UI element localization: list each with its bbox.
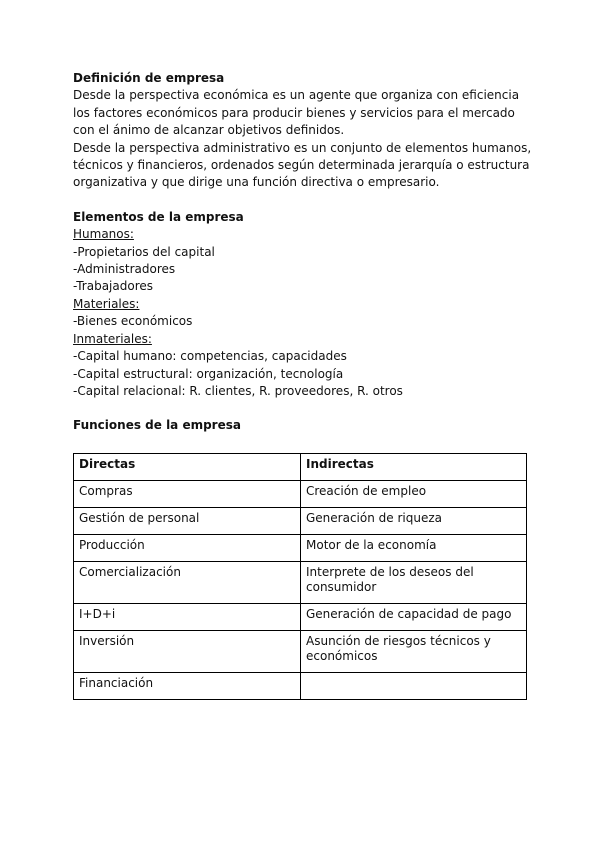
list-item: -Administradores: [73, 262, 176, 277]
table-header-row: [74, 454, 527, 481]
list-item: -Capital relacional: R. clientes, R. proveedores, R. otros: [73, 383, 403, 398]
elementos-heading: Elementos de la empresa: [73, 209, 244, 224]
cell-indirecta: [301, 673, 527, 700]
spacer: [73, 192, 533, 209]
cell-indirecta: Generación de capacidad de pago: [301, 604, 527, 631]
funciones-table: [73, 453, 527, 700]
group-label-inmateriales: Inmateriales:: [73, 331, 152, 346]
funciones-heading: Funciones de la empresa: [73, 418, 241, 433]
cell-directa: Financiación: [74, 673, 301, 700]
header-indirectas: Indirectas: [301, 454, 527, 481]
table-row: [74, 673, 527, 700]
table-row: [74, 631, 527, 673]
cell-directa: Gestión de personal: [74, 508, 301, 535]
table-row: [74, 535, 527, 562]
spacer: [73, 400, 533, 417]
list-item: -Capital humano: competencias, capacidades: [73, 349, 347, 364]
table-row: [74, 562, 527, 604]
header-directas: Directas: [74, 454, 301, 481]
definicion-paragraph-administrativa: Desde la perspectiva administrativo es un conjunto de elementos humanos, técnicos y financieros, ordenados según determinada jerarquía o estructura organizativa y que dirige una función directiva o empresario.: [73, 140, 532, 190]
cell-directa: Comercialización: [74, 562, 301, 604]
cell-directa: Producción: [74, 535, 301, 562]
table-row: [74, 481, 527, 508]
document-body: [73, 70, 533, 435]
cell-indirecta: Asunción de riesgos técnicos y económicos: [301, 631, 527, 673]
definicion-heading: Definición de empresa: [73, 71, 225, 85]
list-item: -Bienes económicos: [73, 314, 193, 329]
table-row: [74, 508, 527, 535]
cell-directa: I+D+i: [74, 604, 301, 631]
group-label-materiales: Materiales:: [73, 296, 140, 311]
group-label-humanos: Humanos:: [73, 227, 134, 242]
list-item: -Capital estructural: organización, tecnología: [73, 366, 344, 381]
list-item: -Propietarios del capital: [73, 244, 215, 259]
list-item: -Trabajadores: [73, 279, 154, 294]
cell-indirecta: Motor de la economía: [301, 535, 527, 562]
table-row: [74, 604, 527, 631]
cell-indirecta: Creación de empleo: [301, 481, 527, 508]
cell-directa: Compras: [74, 481, 301, 508]
definicion-paragraph-economica: Desde la perspectiva económica es un agente que organiza con eficiencia los factores económicos para producir bienes y servicios para el mercado con el ánimo de alcanzar objetivos definidos.: [73, 88, 520, 138]
cell-indirecta: Generación de riqueza: [301, 508, 527, 535]
cell-directa: Inversión: [74, 631, 301, 673]
cell-indirecta: Interprete de los deseos del consumidor: [301, 562, 527, 604]
